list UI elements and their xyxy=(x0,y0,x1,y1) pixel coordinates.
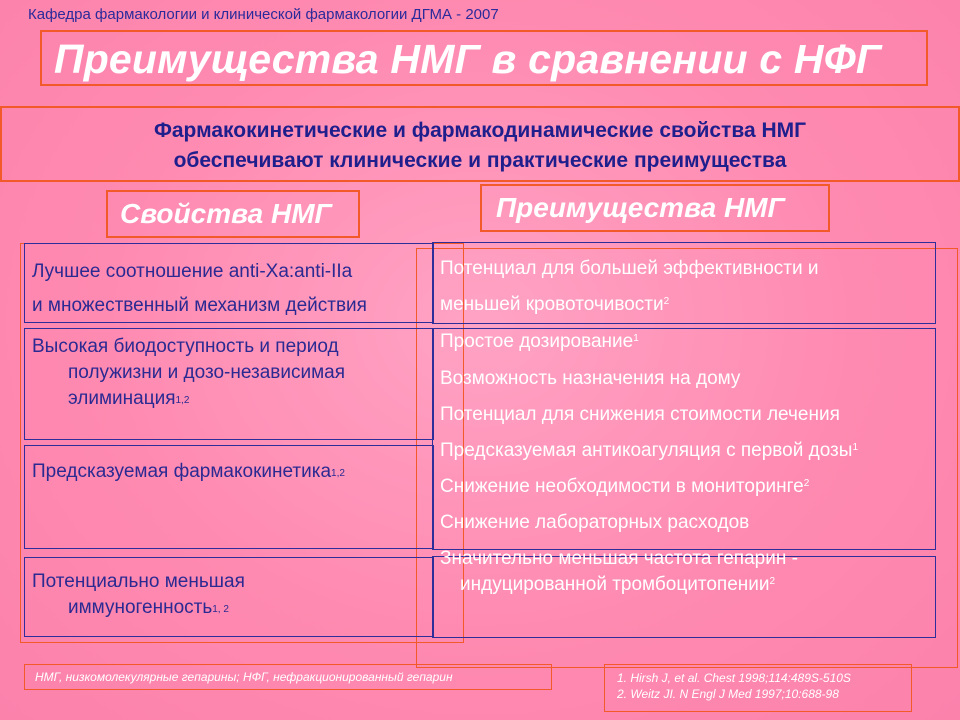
property-item-2-line-1: Высокая биодоступность и период xyxy=(32,336,339,357)
property-item-4-line-2-text: иммуногенность xyxy=(68,597,213,618)
slide-title: Преимущества НМГ в сравнении с НФГ xyxy=(54,36,882,82)
advantage-item-1 xyxy=(440,258,818,280)
property-item-4-line-1: Потенциально меньшая xyxy=(32,571,245,592)
property-item-3-line-1: Предсказуемая фармакокинетика xyxy=(32,461,332,482)
advantage-item-2-footnote: 2 xyxy=(663,296,670,307)
department-caption: Кафедра фармакологии и клинической фармакологии ДГМА - 2007 xyxy=(28,6,499,23)
property-item-2-footnote: 1,2 xyxy=(175,395,190,406)
reference-2: 2. Weitz JI. N Engl J Med 1997;10:688-98 xyxy=(617,687,839,701)
subtitle-line-2: обеспечивают клинические и практические преимущества xyxy=(173,149,787,172)
property-item-2 xyxy=(32,334,345,412)
advantage-item-4-text: Возможность назначения на дому xyxy=(440,368,741,389)
advantage-item-3-text: Простое дозирование xyxy=(440,331,634,352)
property-item-2-line-2: полужизни и дозо-независимая xyxy=(68,362,346,383)
subtitle-line-1: Фармакокинетические и фармакодинамические свойства НМГ xyxy=(153,119,807,142)
property-item-4-line-2 xyxy=(32,595,245,621)
property-item-1-line-2: и множественный механизм действия xyxy=(32,295,367,316)
advantage-item-10-footnote: 2 xyxy=(769,576,776,587)
properties-column-header: Свойства НМГ xyxy=(106,190,360,238)
references-note xyxy=(604,664,912,712)
advantage-item-6 xyxy=(440,440,858,462)
advantage-item-7 xyxy=(440,476,809,498)
reference-1: 1. Hirsh J, et al. Chest 1998;114:489S-510S xyxy=(617,671,851,685)
property-item-3 xyxy=(32,459,345,485)
advantage-item-8 xyxy=(440,512,749,534)
advantage-item-1-text: Потенциал для большей эффективности и xyxy=(440,258,819,279)
advantage-item-6-footnote: 1 xyxy=(852,442,858,453)
advantage-item-4 xyxy=(440,368,740,390)
advantage-item-3-footnote: 1 xyxy=(633,333,639,344)
property-item-2-line-3 xyxy=(32,386,345,412)
advantage-item-8-text: Снижение лабораторных расходов xyxy=(440,512,750,533)
advantage-item-7-footnote: 2 xyxy=(803,478,810,489)
property-item-1 xyxy=(32,259,367,319)
advantage-item-7-text: Снижение необходимости в мониторинге xyxy=(440,476,804,497)
slide-subtitle xyxy=(0,116,960,176)
abbreviations-note: НМГ, низкомолекулярные гепарины; НФГ, нефракционированный гепарин xyxy=(24,664,552,690)
property-item-2-line-3-text: элиминация xyxy=(68,388,176,409)
property-item-4 xyxy=(32,569,245,621)
advantage-item-2 xyxy=(440,294,669,316)
advantage-item-10-text: индуцированной тромбоцитопении xyxy=(460,574,770,595)
advantage-item-5 xyxy=(440,404,840,426)
advantages-column-header: Преимущества НМГ xyxy=(480,184,830,232)
advantage-item-3 xyxy=(440,331,639,353)
advantage-item-5-text: Потенциал для снижения стоимости лечения xyxy=(440,404,840,425)
property-item-3-footnote: 1,2 xyxy=(331,468,345,479)
property-item-4-footnote: 1, 2 xyxy=(212,604,229,615)
advantage-item-6-text: Предсказуемая антикоагуляция с первой дозы xyxy=(440,440,853,461)
advantage-item-9 xyxy=(440,548,798,570)
property-item-1-line-1: Лучшее соотношение anti-Xa:anti-IIa xyxy=(32,261,353,282)
advantage-item-2-text: меньшей кровоточивости xyxy=(440,294,664,315)
advantage-item-10 xyxy=(440,574,775,596)
advantage-item-9-text: Значительно меньшая частота гепарин - xyxy=(440,548,798,569)
